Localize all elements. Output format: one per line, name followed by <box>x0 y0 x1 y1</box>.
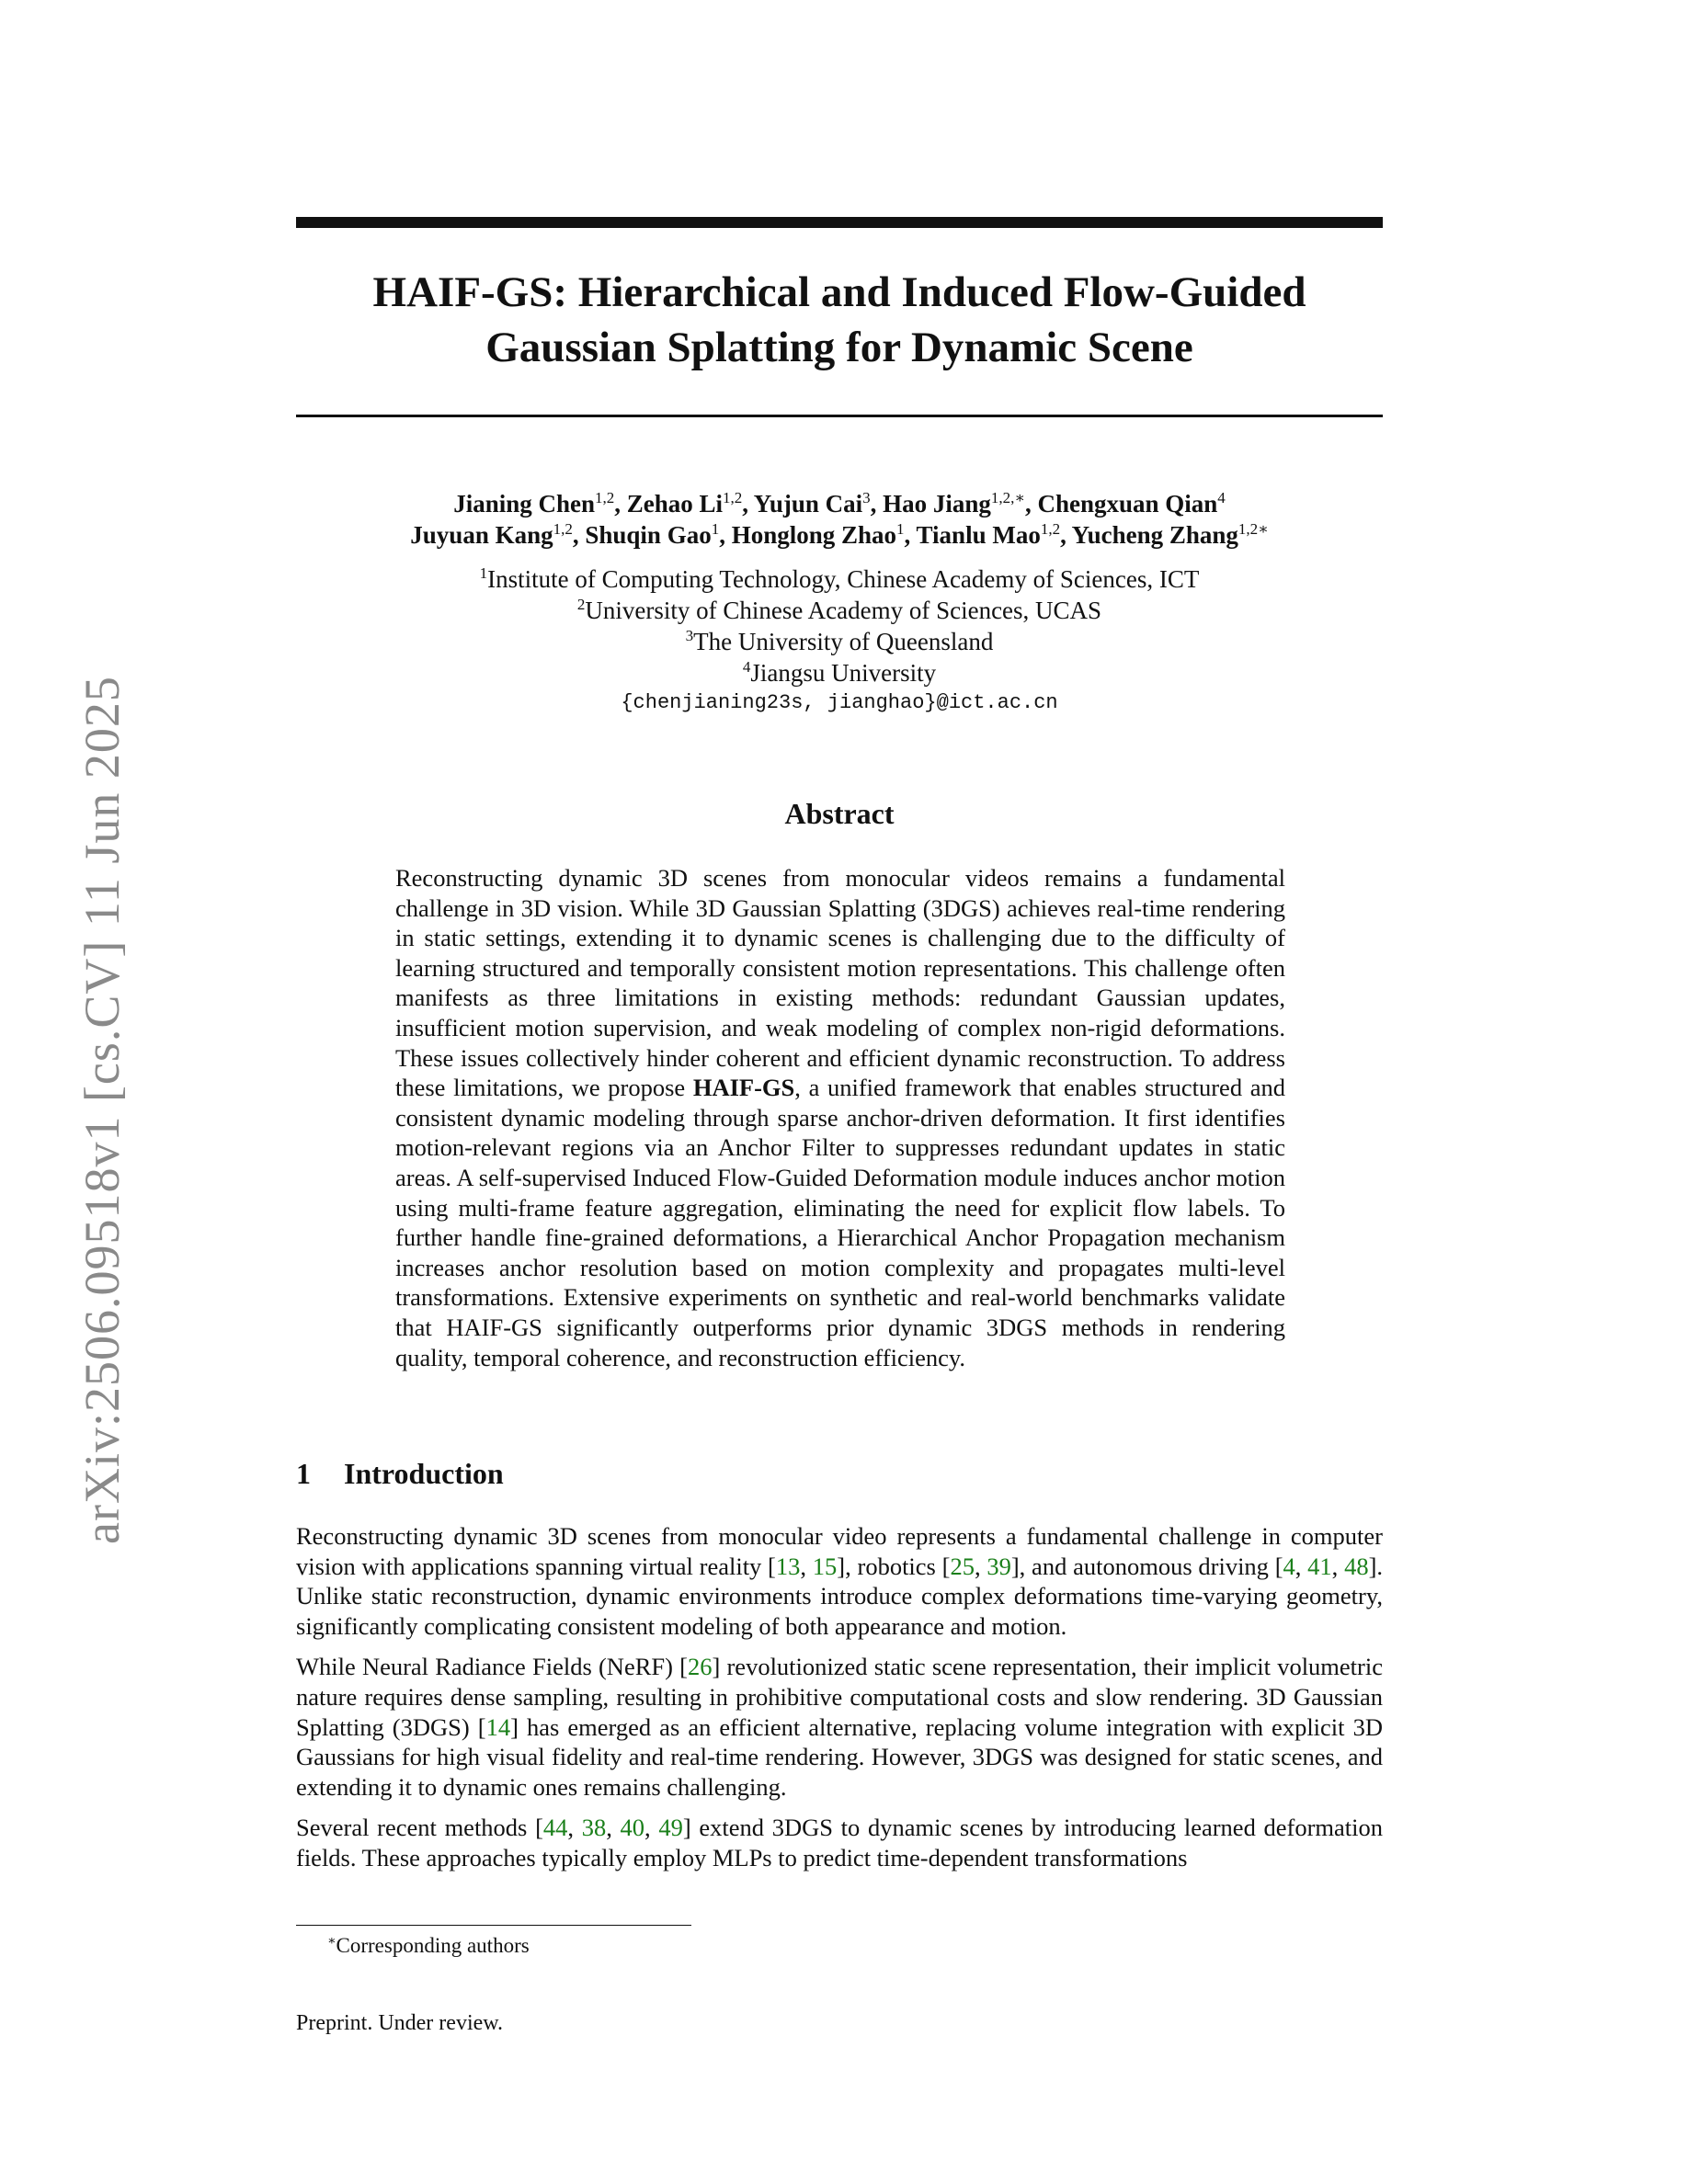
footnote <box>327 1932 530 1960</box>
author-affil-sup: 1,2∗ <box>1237 520 1269 538</box>
author-name: Jianing Chen <box>453 490 596 518</box>
author-name: Juyuan Kang <box>410 521 553 549</box>
affiliation-sup: 1 <box>479 564 488 582</box>
citation-link[interactable]: 44 <box>542 1814 568 1842</box>
citation-link[interactable]: 48 <box>1344 1552 1369 1580</box>
text: , <box>567 1814 582 1842</box>
affiliation-name: The University of Queensland <box>693 628 994 655</box>
section-title: Introduction <box>344 1457 504 1490</box>
paper-title <box>296 265 1383 375</box>
text: , <box>800 1552 813 1580</box>
citation-link[interactable]: 4 <box>1283 1552 1295 1580</box>
author-affil-sup: 1,2 <box>553 520 573 538</box>
author-name: Zehao Li <box>626 490 724 518</box>
citation-link[interactable]: 14 <box>485 1712 511 1741</box>
author-affil-sup: 1 <box>896 520 905 538</box>
paragraph <box>296 1652 1383 1802</box>
affiliation-sup: 4 <box>742 658 751 676</box>
affiliation <box>296 595 1383 626</box>
text: ]. Unlike static reconstruction, dynamic environments introduce complex deformations time-varying geometry, significantly complicating consistent modeling of both appearance and motion. <box>296 1552 1384 1640</box>
author-line-1: Jianing Chen$^{1,2}$, Zehao Li$^{1,2}$, Yujun Cai$^3$, Hao Jiang$^{1,2,∗}$, Chengxuan Qian$^4$ <box>453 489 1226 518</box>
author-affil-sup: 1,2 <box>595 489 615 506</box>
author-affil-sup: 1,2,∗ <box>990 489 1025 506</box>
text: , <box>606 1814 621 1842</box>
text: Reconstructing dynamic 3D scenes from monocular video represents a fundamental challenge in computer vision with applications spanning virtual reality [ <box>296 1522 1383 1580</box>
affiliation <box>296 657 1383 688</box>
text: , <box>974 1552 987 1580</box>
author-affil-sup: 1,2 <box>1040 520 1061 538</box>
abstract-text: Reconstructing dynamic 3D scenes from monocular videos remains a fundamental challenge in 3D vision. While 3D Gaussian Splatting (3DGS) achieves real-time rendering in static settings, extending it to dynamic scenes is challenging due to the difficulty of learning structured and temporally consistent motion representations. This challenge often manifests as three limitations in existing methods: redundant Gaussian updates, insufficient motion supervision, and weak modeling of complex non-rigid deformations. These issues collectively hinder coherent and efficient dynamic reconstruction. To address these limitations, we propose <box>395 864 1285 1102</box>
citation-link[interactable]: 49 <box>658 1814 683 1842</box>
author-name: Yucheng Zhang <box>1071 521 1238 549</box>
author-list <box>296 488 1383 551</box>
text: , <box>644 1814 659 1842</box>
affiliation-name: Institute of Computing Technology, Chinese Academy of Sciences, ICT <box>487 565 1200 593</box>
affiliation <box>296 563 1383 595</box>
method-name: HAIF-GS <box>692 1074 795 1102</box>
paragraph <box>296 1521 1383 1641</box>
citation-link[interactable]: 15 <box>812 1552 838 1580</box>
title-line-2: Gaussian Splatting for Dynamic Scene <box>485 324 1193 371</box>
citation-link[interactable]: 25 <box>950 1552 975 1580</box>
text: ], and autonomous driving [ <box>1010 1552 1283 1580</box>
text: , <box>1295 1552 1308 1580</box>
abstract-heading: Abstract <box>784 797 895 830</box>
author-name: Yujun Cai <box>753 490 863 518</box>
title-top-rule <box>296 217 1383 228</box>
contact-email: {chenjianing23s, jianghao}@ict.ac.cn <box>621 691 1058 714</box>
citation-link[interactable]: 38 <box>581 1814 607 1842</box>
citation-link[interactable]: 26 <box>687 1653 713 1681</box>
text: Several recent methods [ <box>296 1814 543 1842</box>
paragraph <box>296 1813 1383 1872</box>
author-affil-sup: 1 <box>711 520 720 538</box>
author-name: Hao Jiang <box>883 490 991 518</box>
footnote-rule <box>296 1925 691 1926</box>
text: While Neural Radiance Fields (NeRF) [ <box>296 1653 688 1681</box>
author-affil-sup: 3 <box>862 489 871 506</box>
author-name: Honglong Zhao <box>731 521 897 549</box>
affiliation-name: Jiangsu University <box>750 659 937 687</box>
author-affil-sup: 4 <box>1217 489 1226 506</box>
footnote-text: Corresponding authors <box>336 1934 530 1957</box>
introduction-body <box>296 1521 1383 1884</box>
affiliation-sup: 2 <box>576 596 586 613</box>
citation-link[interactable]: 13 <box>775 1552 801 1580</box>
title-bottom-rule <box>296 415 1383 417</box>
abstract-text: , a unified framework that enables structured and consistent dynamic modeling through sparse anchor-driven deformation. It first identifies motion-relevant regions via an Anchor Filter to suppresses redundant updates in static areas. A self-supervised Induced Flow-Guided Deformation module induces anchor motion using multi-frame feature aggregation, eliminating the need for explicit flow labels. To further handle fine-grained deformations, a Hierarchical Anchor Propagation mechanism increases anchor resolution based on motion complexity and propagates multi-level transformations. Extensive experiments on synthetic and real-world benchmarks validate that HAIF-GS significantly outperforms prior dynamic 3DGS methods in rendering quality, temporal coherence, and reconstruction efficiency. <box>395 1074 1285 1371</box>
text: ], robotics [ <box>837 1552 951 1580</box>
preprint-note: Preprint. Under review. <box>296 2011 504 2035</box>
section-number: 1 <box>296 1457 311 1490</box>
author-line-2: Juyuan Kang$^{1,2}$, Shuqin Gao$^1$, Honglong Zhao$^1$, Tianlu Mao$^{1,2}$, Yucheng Zhang$^{1,2∗}$ <box>410 520 1269 549</box>
affiliation-list <box>296 563 1383 688</box>
affiliation-name: University of Chinese Academy of Sciences, UCAS <box>585 597 1102 624</box>
affiliation-sup: 3 <box>685 627 694 644</box>
text: ] extend 3DGS to dynamic scenes by introducing learned deformation fields. These approaches typically employ MLPs to predict time-dependent transformations <box>296 1814 1384 1871</box>
footnote-mark: ∗ <box>327 1934 336 1949</box>
author-name: Tianlu Mao <box>916 521 1041 549</box>
abstract-body <box>395 863 1285 1372</box>
citation-link[interactable]: 41 <box>1307 1552 1332 1580</box>
text: , <box>1331 1552 1345 1580</box>
affiliation <box>296 626 1383 657</box>
citation-link[interactable]: 40 <box>620 1814 645 1842</box>
text: ] revolutionized static scene representation, their implicit volumetric nature requires dense sampling, resulting in prohibitive computational costs and slow rendering. 3D Gaussian Splatting (3DGS) [ <box>296 1653 1383 1741</box>
title-line-1: HAIF-GS: Hierarchical and Induced Flow-Guided <box>372 268 1306 316</box>
author-affil-sup: 1,2 <box>723 489 743 506</box>
author-name: Shuqin Gao <box>585 521 712 549</box>
section-heading <box>296 1455 504 1492</box>
arxiv-identifier: arXiv:2506.09518v1 [cs.CV] 11 Jun 2025 <box>74 676 130 1544</box>
text: ] has emerged as an efficient alternative, replacing volume integration with explicit 3D Gaussians for high visual fidelity and real-time rendering. However, 3DGS was designed for static scenes, and extending it to dynamic ones remains challenging. <box>296 1712 1383 1801</box>
author-name: Chengxuan Qian <box>1037 490 1218 518</box>
citation-link[interactable]: 39 <box>987 1552 1011 1580</box>
